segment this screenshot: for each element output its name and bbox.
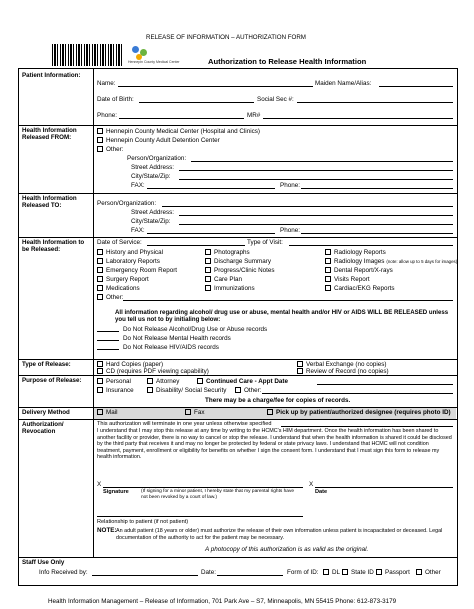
form-of-id-label: Form of ID: [287, 569, 319, 576]
from-person-field[interactable] [191, 161, 453, 162]
photocopy-note: A photocopy of this authorization is as valid as the original. [205, 546, 369, 553]
initial-hiv-field[interactable] [97, 349, 119, 350]
barcode [52, 44, 124, 66]
patient-label: Patient Information: [22, 72, 81, 79]
record-type-text: Cardiac/EKG Reports [334, 285, 395, 292]
mr-field[interactable] [263, 118, 453, 119]
initial-alcohol-field[interactable] [97, 331, 119, 332]
record-type-option[interactable] [325, 285, 395, 292]
attorney-option[interactable] [147, 378, 179, 385]
signature-date-field[interactable] [315, 487, 453, 488]
record-type-text: Radiology Reports [334, 249, 386, 256]
no-hiv-label: Do Not Release HIV/AIDS records [123, 344, 219, 351]
record-type-text: Immunizations [214, 285, 255, 292]
charge-note: There may be a charge/fee for copies of records. [205, 397, 351, 404]
authorization-label: Authorization/ Revocation [22, 421, 64, 436]
review-option[interactable] [297, 368, 389, 375]
to-person-field[interactable] [162, 206, 453, 207]
signature-label: Signature [103, 489, 129, 495]
fax-option[interactable] [185, 409, 205, 416]
note-label: NOTE: [97, 527, 117, 534]
note-text: An adult patient (18 years or older) must authorize the release of their own information unless patient is incapacitated or deceased. Legal documentation of the authority to act for the patient may be necessary. [116, 528, 443, 541]
from-city-field[interactable] [179, 179, 453, 180]
record-type-text: Medications [106, 285, 140, 292]
logo-text: Hennepin County Medical Center [128, 60, 180, 64]
to-phone-field[interactable] [301, 233, 453, 234]
date-x: X [309, 481, 314, 488]
record-type-option[interactable] [325, 249, 386, 256]
id-other-option[interactable] [416, 569, 441, 576]
maiden-field[interactable] [379, 86, 453, 87]
to-street-field[interactable] [179, 215, 453, 216]
staff-date-label: Date: [201, 569, 217, 576]
to-person-label: Person/Organization: [97, 200, 157, 207]
purpose-label: Purpose of Release: [22, 377, 82, 384]
personal-option[interactable] [97, 378, 131, 385]
mail-text: Mail [106, 409, 118, 416]
footer-contact: Health Information Management – Release of Information, 701 Park Ave – S7, Minneapolis, MN 55415 Phone: 612-873-3179 [48, 598, 397, 605]
date-of-service-label: Date of Service: [97, 239, 142, 246]
record-type-option[interactable] [97, 258, 160, 265]
verbal-text: Verbal Exchange (no copies) [306, 361, 387, 368]
record-type-option[interactable] [97, 285, 140, 292]
from-phone-field[interactable] [301, 188, 453, 189]
form-table [18, 68, 458, 586]
from-street-label: Street Address: [131, 164, 175, 171]
id-passport-option[interactable] [376, 569, 410, 576]
ssn-label: Social Sec #: [257, 96, 294, 103]
name-label: Name: [97, 80, 116, 87]
to-phone-label: Phone: [280, 227, 300, 234]
verbal-option[interactable] [297, 361, 387, 368]
signature-note: (If signing for a minor patient, I hereby state that my parental rights have not been revoked by a court of law.) [141, 489, 295, 500]
pickup-text: Pick up by patient/authorized designee (requires photo ID) [276, 409, 451, 416]
id-dl-text: DL [332, 569, 341, 576]
continued-care-text: Continued Care - Appt Date [206, 378, 288, 385]
id-other-text: Other [425, 569, 441, 576]
record-type-option[interactable] [97, 267, 177, 274]
record-type-text: Emergency Room Report [106, 267, 178, 274]
from-detention-text: Hennepin County Adult Detention Center [106, 137, 220, 144]
appt-date-field[interactable] [317, 384, 453, 385]
to-be-released-label: Health Information to be Released: [22, 239, 85, 254]
staff-date-field[interactable] [217, 575, 283, 576]
record-type-option[interactable] [325, 276, 370, 283]
from-other-option[interactable] [97, 146, 124, 153]
purpose-other-text: Other: [244, 387, 262, 394]
ssn-field[interactable] [297, 102, 453, 103]
signature-field[interactable] [103, 487, 303, 488]
record-type-text: Radiology Images [334, 258, 385, 265]
review-text: Review of Record (no copies) [306, 368, 389, 375]
record-type-option[interactable] [325, 258, 457, 265]
personal-text: Personal [106, 378, 131, 385]
from-hcmc-option[interactable] [97, 128, 260, 135]
record-type-option[interactable] [205, 249, 250, 256]
record-type-text: Discharge Summary [214, 258, 272, 265]
record-type-option[interactable] [97, 249, 163, 256]
insurance-option[interactable] [97, 387, 134, 394]
record-type-option[interactable] [97, 276, 149, 283]
record-type-option[interactable] [205, 276, 242, 283]
main-title: Authorization to Release Health Information [208, 57, 367, 66]
dob-field[interactable] [139, 102, 254, 103]
to-city-field[interactable] [179, 224, 453, 225]
date-of-service-field[interactable] [147, 245, 245, 246]
from-other-text: Other: [106, 146, 124, 153]
radiology-note: (note: allow up to 5 days for images) [386, 259, 458, 264]
record-type-text: Care Plan [214, 276, 243, 283]
from-city-label: City/State/Zip: [131, 173, 171, 180]
attorney-text: Attorney [156, 378, 180, 385]
record-type-option[interactable] [205, 285, 255, 292]
insurance-text: Insurance [106, 387, 134, 394]
date-label: Date [315, 489, 328, 495]
hard-copy-text: Hard Copies (paper) [106, 361, 164, 368]
from-person-label: Person/Organization: [127, 155, 187, 162]
pickup-option[interactable] [267, 409, 451, 416]
to-fax-label: FAX: [131, 227, 145, 234]
fax-text: Fax [194, 409, 205, 416]
record-type-text: Laboratory Reports [106, 258, 160, 265]
released-to-label: Health Information Released TO: [22, 195, 77, 210]
record-type-option[interactable] [325, 267, 393, 274]
initial-mental-field[interactable] [97, 340, 119, 341]
cd-text: CD (requires PDF viewing capability) [106, 368, 209, 375]
record-type-text: Progress/Clinic Notes [214, 267, 275, 274]
from-street-field[interactable] [179, 170, 453, 171]
record-type-text: Photographs [214, 249, 250, 256]
record-type-text: Surgery Report [106, 276, 149, 283]
hard-copy-option[interactable] [97, 361, 163, 368]
to-fax-field[interactable] [147, 233, 275, 234]
from-fax-label: FAX: [131, 182, 145, 189]
maiden-label: Maiden Name/Alias: [315, 80, 372, 87]
records-other-field[interactable] [123, 300, 453, 301]
authorization-text: I understand that I may stop this release at any time by writing to the HCMC's HIM department. Once the health information has been shared to another facility or provider, there is no way to cancel or stop the release. I understand that when the health information is shared it could be disclosed by the third party that receives it and may no longer be protected by federal or state privacy laws. I understand that HCMC will not condition treatment, payment, enrollment or eligibility for benefits on whether I sign the consent form. I understand that I must sign this form to release my health information. [97, 428, 452, 460]
termination-field[interactable] [281, 426, 453, 427]
release-type-label: Type of Release: [22, 361, 71, 368]
staff-label: Staff Use Only [22, 559, 65, 566]
form-title: RELEASE OF INFORMATION – AUTHORIZATION FORM [146, 34, 306, 41]
record-type-option[interactable] [205, 267, 275, 274]
type-of-visit-field[interactable] [289, 245, 453, 246]
phone-label: Phone: [97, 112, 117, 119]
delivery-label: Delivery Method [22, 409, 70, 416]
received-by-field[interactable] [92, 575, 198, 576]
from-detention-option[interactable] [97, 137, 220, 144]
record-type-text: Visits Report [334, 276, 370, 283]
phone-field[interactable] [119, 118, 244, 119]
records-other-text: Other: [106, 294, 124, 301]
cd-option[interactable] [97, 368, 209, 375]
continued-care-option[interactable] [197, 378, 288, 385]
mr-label: MR# [247, 112, 261, 119]
to-street-label: Street Address: [131, 209, 175, 216]
relationship-field[interactable] [97, 516, 303, 517]
sensitive-info-warning: All information regarding alcohol/ drug use or abuse, mental health and/or HIV or AIDS WILL BE RELEASED unless you tell us not to by initialing below: [115, 309, 449, 324]
mail-option[interactable] [97, 409, 118, 416]
to-city-label: City/State/Zip: [131, 218, 171, 225]
id-dl-option[interactable] [323, 569, 340, 576]
type-of-visit-label: Type of Visit: [247, 239, 283, 246]
record-type-text: Dental Report/X-rays [334, 267, 393, 274]
from-hcmc-text: Hennepin County Medical Center (Hospital and Clinics) [106, 128, 260, 135]
purpose-other-option[interactable] [235, 387, 262, 394]
name-field[interactable] [118, 86, 313, 87]
from-phone-label: Phone: [280, 182, 300, 189]
record-type-option[interactable] [205, 258, 271, 265]
relationship-label: Relationship to patient (if not patient) [97, 519, 189, 525]
info-received-label: Info Received by: [39, 569, 88, 576]
no-mental-label: Do Not Release Mental Health records [123, 335, 231, 342]
disability-option[interactable] [147, 387, 226, 394]
from-fax-field[interactable] [147, 188, 275, 189]
termination-text: This authorization will terminate in one year unless otherwise specified [97, 421, 272, 427]
records-other-option[interactable] [97, 294, 124, 301]
id-state-option[interactable] [342, 569, 374, 576]
released-from-label: Health Information Released FROM: [22, 127, 77, 142]
record-type-text: History and Physical [106, 249, 164, 256]
disability-text: Disability/ Social Security [156, 387, 227, 394]
id-passport-text: Passport [385, 569, 410, 576]
id-state-text: State ID [351, 569, 374, 576]
no-alcohol-label: Do Not Release Alcohol/Drug Use or Abuse records [123, 326, 268, 333]
dob-label: Date of Birth: [97, 96, 134, 103]
purpose-other-field[interactable] [262, 393, 453, 394]
signature-x: X [97, 481, 102, 488]
